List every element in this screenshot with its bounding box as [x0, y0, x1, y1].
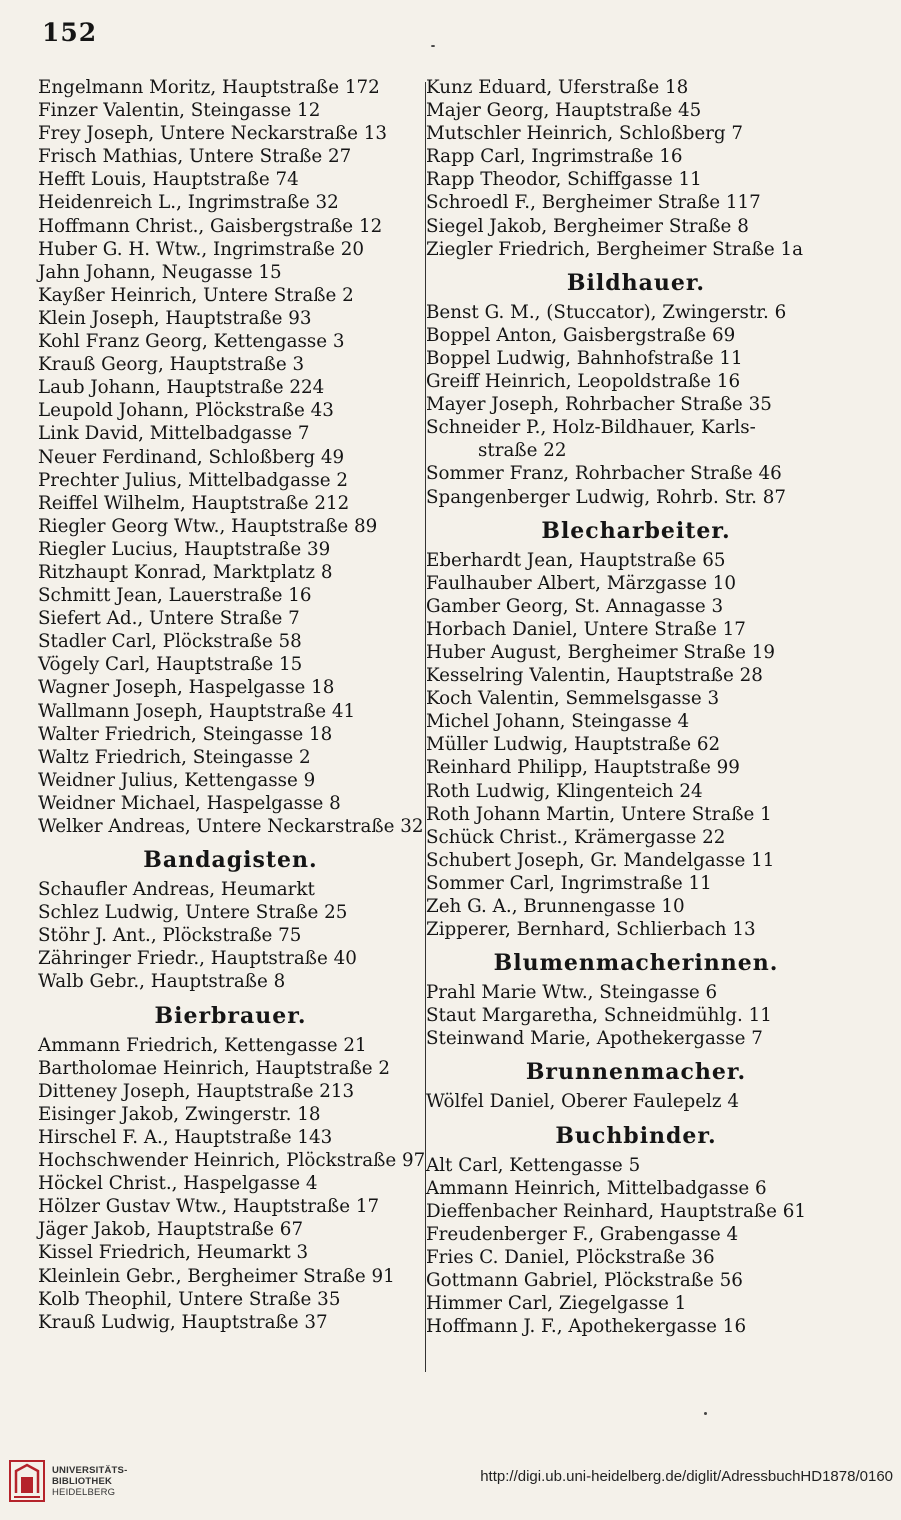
directory-entry: Schneider P., Holz-Bildhauer, Karls- [426, 417, 756, 439]
directory-entry: Müller Ludwig, Hauptstraße 62 [426, 734, 721, 756]
directory-entry: Boppel Ludwig, Bahnhofstraße 11 [426, 347, 743, 369]
directory-entry: Schück Christ., Krämergasse 22 [426, 826, 726, 848]
directory-entry: Ditteney Joseph, Hauptstraße 213 [38, 1080, 355, 1102]
directory-entry: Himmer Carl, Ziegelgasse 1 [426, 1293, 687, 1315]
directory-entry: Staut Margaretha, Schneidmühlg. 11 [426, 1005, 772, 1027]
directory-entry: Alt Carl, Kettengasse 5 [426, 1154, 641, 1176]
directory-entry: Reiffel Wilhelm, Hauptstraße 212 [38, 492, 350, 514]
directory-entry: Gamber Georg, St. Annagasse 3 [426, 595, 724, 617]
directory-entry: Faulhauber Albert, Märzgasse 10 [426, 572, 737, 594]
directory-entry: Weidner Julius, Kettengasse 9 [38, 769, 316, 791]
directory-entry: Schaufler Andreas, Heumarkt [38, 879, 315, 901]
section-heading: Bildhauer. [566, 269, 706, 296]
directory-entry: Neuer Ferdinand, Schloßberg 49 [38, 446, 345, 468]
directory-entry: Kayßer Heinrich, Untere Straße 2 [38, 284, 354, 306]
directory-entry: Benst G. M., (Stuccator), Zwingerstr. 6 [426, 301, 787, 323]
directory-entry: Reinhard Philipp, Hauptstraße 99 [426, 757, 740, 779]
directory-entry: Frey Joseph, Untere Neckarstraße 13 [38, 123, 387, 145]
directory-entry: Schmitt Jean, Lauerstraße 16 [38, 585, 312, 607]
directory-entry: Michel Johann, Steingasse 4 [426, 711, 690, 733]
directory-entry: Siefert Ad., Untere Straße 7 [38, 608, 300, 630]
directory-entry: Heidenreich L., Ingrimstraße 32 [38, 192, 339, 214]
directory-entry: Huber August, Bergheimer Straße 19 [426, 641, 776, 663]
directory-entry: Zähringer Friedr., Hauptstraße 40 [38, 948, 357, 970]
section-heading: Blecharbeiter. [541, 517, 731, 544]
directory-entry: Sommer Carl, Ingrimstraße 11 [426, 872, 712, 894]
directory-entry: Hirschel F. A., Hauptstraße 143 [38, 1126, 333, 1148]
directory-entry: Jäger Jakob, Hauptstraße 67 [38, 1219, 304, 1241]
directory-entry: Finzer Valentin, Steingasse 12 [38, 100, 321, 122]
directory-entry: Ammann Heinrich, Mittelbadgasse 6 [426, 1177, 767, 1199]
directory-entry: Boppel Anton, Gaisbergstraße 69 [426, 324, 736, 346]
directory-entry: Krauß Ludwig, Hauptstraße 37 [38, 1311, 328, 1333]
directory-entry: Krauß Georg, Hauptstraße 3 [38, 354, 305, 376]
directory-entry: Walb Gebr., Hauptstraße 8 [38, 971, 286, 993]
directory-entry: Koch Valentin, Semmelsgasse 3 [426, 688, 720, 710]
directory-entry: Waltz Friedrich, Steingasse 2 [38, 746, 311, 768]
print-speck [704, 1412, 707, 1415]
section-heading: Bierbrauer. [154, 1002, 307, 1029]
directory-entry: Horbach Daniel, Untere Straße 17 [426, 618, 746, 640]
directory-entry: Stöhr J. Ant., Plöckstraße 75 [38, 925, 302, 947]
directory-entry: Majer Georg, Hauptstraße 45 [426, 100, 702, 122]
directory-entry: Sommer Franz, Rohrbacher Straße 46 [426, 463, 782, 485]
directory-entry: Welker Andreas, Untere Neckarstraße 32 [38, 816, 424, 837]
print-speck [431, 45, 435, 47]
directory-entry: Jahn Johann, Neugasse 15 [38, 261, 282, 283]
left-column [38, 76, 426, 1334]
directory-entry: Mutschler Heinrich, Schloßberg 7 [426, 123, 744, 145]
directory-entry: Freudenberger F., Grabengasse 4 [426, 1223, 739, 1245]
section-heading: Bandagisten. [143, 847, 318, 874]
directory-entry: Ammann Friedrich, Kettengasse 21 [38, 1034, 367, 1056]
directory-entry: Ritzhaupt Konrad, Marktplatz 8 [38, 561, 333, 583]
library-name [52, 1465, 127, 1498]
directory-entry: Höckel Christ., Haspelgasse 4 [38, 1173, 318, 1195]
library-logo[interactable] [8, 1456, 158, 1506]
library-name-line: UNIVERSITÄTS- [52, 1464, 128, 1476]
directory-entry: Wölfel Daniel, Oberer Faulepelz 4 [426, 1091, 739, 1113]
directory-entry: Kesselring Valentin, Hauptstraße 28 [426, 665, 763, 687]
library-crest-icon [8, 1459, 46, 1503]
directory-entry: Rapp Carl, Ingrimstraße 16 [426, 146, 683, 168]
directory-entry: Laub Johann, Hauptstraße 224 [38, 377, 325, 399]
directory-entry: Eberhardt Jean, Hauptstraße 65 [426, 549, 726, 571]
directory-entry: Link David, Mittelbadgasse 7 [38, 423, 310, 445]
directory-entry: Wagner Joseph, Haspelgasse 18 [38, 677, 335, 699]
directory-entry: Spangenberger Ludwig, Rohrb. Str. 87 [426, 486, 787, 508]
directory-entry: Kunz Eduard, Uferstraße 18 [426, 77, 689, 98]
directory-entry: Schubert Joseph, Gr. Mandelgasse 11 [426, 849, 775, 871]
right-column [426, 76, 846, 1338]
directory-entry: Steinwand Marie, Apothekergasse 7 [426, 1028, 763, 1050]
directory-entry: Kleinlein Gebr., Bergheimer Straße 91 [38, 1265, 395, 1287]
directory-entry: Hoffmann Christ., Gaisbergstraße 12 [38, 215, 383, 237]
source-url-link[interactable]: http://digi.ub.uni-heidelberg.de/diglit/AdressbuchHD1878/0160 [480, 1468, 893, 1485]
directory-entry: Hefft Louis, Hauptstraße 74 [38, 169, 299, 191]
page-number: 152 [42, 18, 98, 47]
directory-entry: Bartholomae Heinrich, Hauptstraße 2 [38, 1057, 391, 1079]
directory-entry: Siegel Jakob, Bergheimer Straße 8 [426, 215, 749, 237]
directory-entry: Dieffenbacher Reinhard, Hauptstraße 61 [426, 1200, 806, 1222]
directory-entry: Fries C. Daniel, Plöckstraße 36 [426, 1246, 715, 1268]
directory-entry: Klein Joseph, Hauptstraße 93 [38, 307, 312, 329]
directory-entry: Riegler Lucius, Hauptstraße 39 [38, 538, 331, 560]
directory-entry: Frisch Mathias, Untere Straße 27 [38, 146, 352, 168]
directory-entry: Vögely Carl, Hauptstraße 15 [38, 654, 303, 676]
section-heading: Blumenmacherinnen. [493, 950, 779, 977]
directory-entry: Prechter Julius, Mittelbadgasse 2 [38, 469, 349, 491]
directory-entry: Greiff Heinrich, Leopoldstraße 16 [426, 371, 741, 393]
directory-entry: Stadler Carl, Plöckstraße 58 [38, 631, 302, 653]
directory-entry: Hochschwender Heinrich, Plöckstraße 97 [38, 1150, 426, 1172]
directory-entry: Schroedl F., Bergheimer Straße 117 [426, 192, 761, 214]
directory-entry: Kissel Friedrich, Heumarkt 3 [38, 1242, 309, 1264]
directory-entry: Schlez Ludwig, Untere Straße 25 [38, 902, 348, 924]
directory-entry-continuation: straße 22 [478, 440, 567, 462]
directory-entry: Roth Ludwig, Klingenteich 24 [426, 780, 703, 802]
directory-entry: Eisinger Jakob, Zwingerstr. 18 [38, 1103, 321, 1125]
directory-entry: Hoffmann J. F., Apothekergasse 16 [426, 1316, 747, 1338]
directory-entry: Wallmann Joseph, Hauptstraße 41 [38, 700, 356, 722]
directory-entry: Mayer Joseph, Rohrbacher Straße 35 [426, 394, 772, 416]
directory-entry: Leupold Johann, Plöckstraße 43 [38, 400, 334, 422]
section-heading: Buchbinder. [555, 1122, 717, 1149]
directory-entry: Weidner Michael, Haspelgasse 8 [38, 792, 341, 814]
section-heading: Brunnenmacher. [525, 1059, 747, 1086]
library-name-line: HEIDELBERG [52, 1486, 116, 1498]
directory-entry: Kolb Theophil, Untere Straße 35 [38, 1288, 341, 1310]
directory-entry: Riegler Georg Wtw., Hauptstraße 89 [38, 515, 378, 537]
directory-entry: Zeh G. A., Brunnengasse 10 [426, 896, 685, 917]
directory-entry: Rapp Theodor, Schiffgasse 11 [426, 169, 702, 191]
directory-entry: Huber G. H. Wtw., Ingrimstraße 20 [38, 238, 365, 260]
directory-entry: Walter Friedrich, Steingasse 18 [38, 723, 333, 745]
directory-entry: Engelmann Moritz, Hauptstraße 172 [38, 77, 380, 98]
directory-entry: Prahl Marie Wtw., Steingasse 6 [426, 982, 718, 1004]
directory-entry: Ziegler Friedrich, Bergheimer Straße 1a [426, 238, 804, 260]
directory-entry: Hölzer Gustav Wtw., Hauptstraße 17 [38, 1196, 380, 1218]
directory-entry: Gottmann Gabriel, Plöckstraße 56 [426, 1270, 743, 1292]
directory-entry: Roth Johann Martin, Untere Straße 1 [426, 803, 772, 825]
directory-entry: Zipperer, Bernhard, Schlierbach 13 [426, 919, 756, 941]
library-name-line: BIBLIOTHEK [52, 1475, 113, 1487]
directory-entry: Kohl Franz Georg, Kettengasse 3 [38, 331, 345, 353]
